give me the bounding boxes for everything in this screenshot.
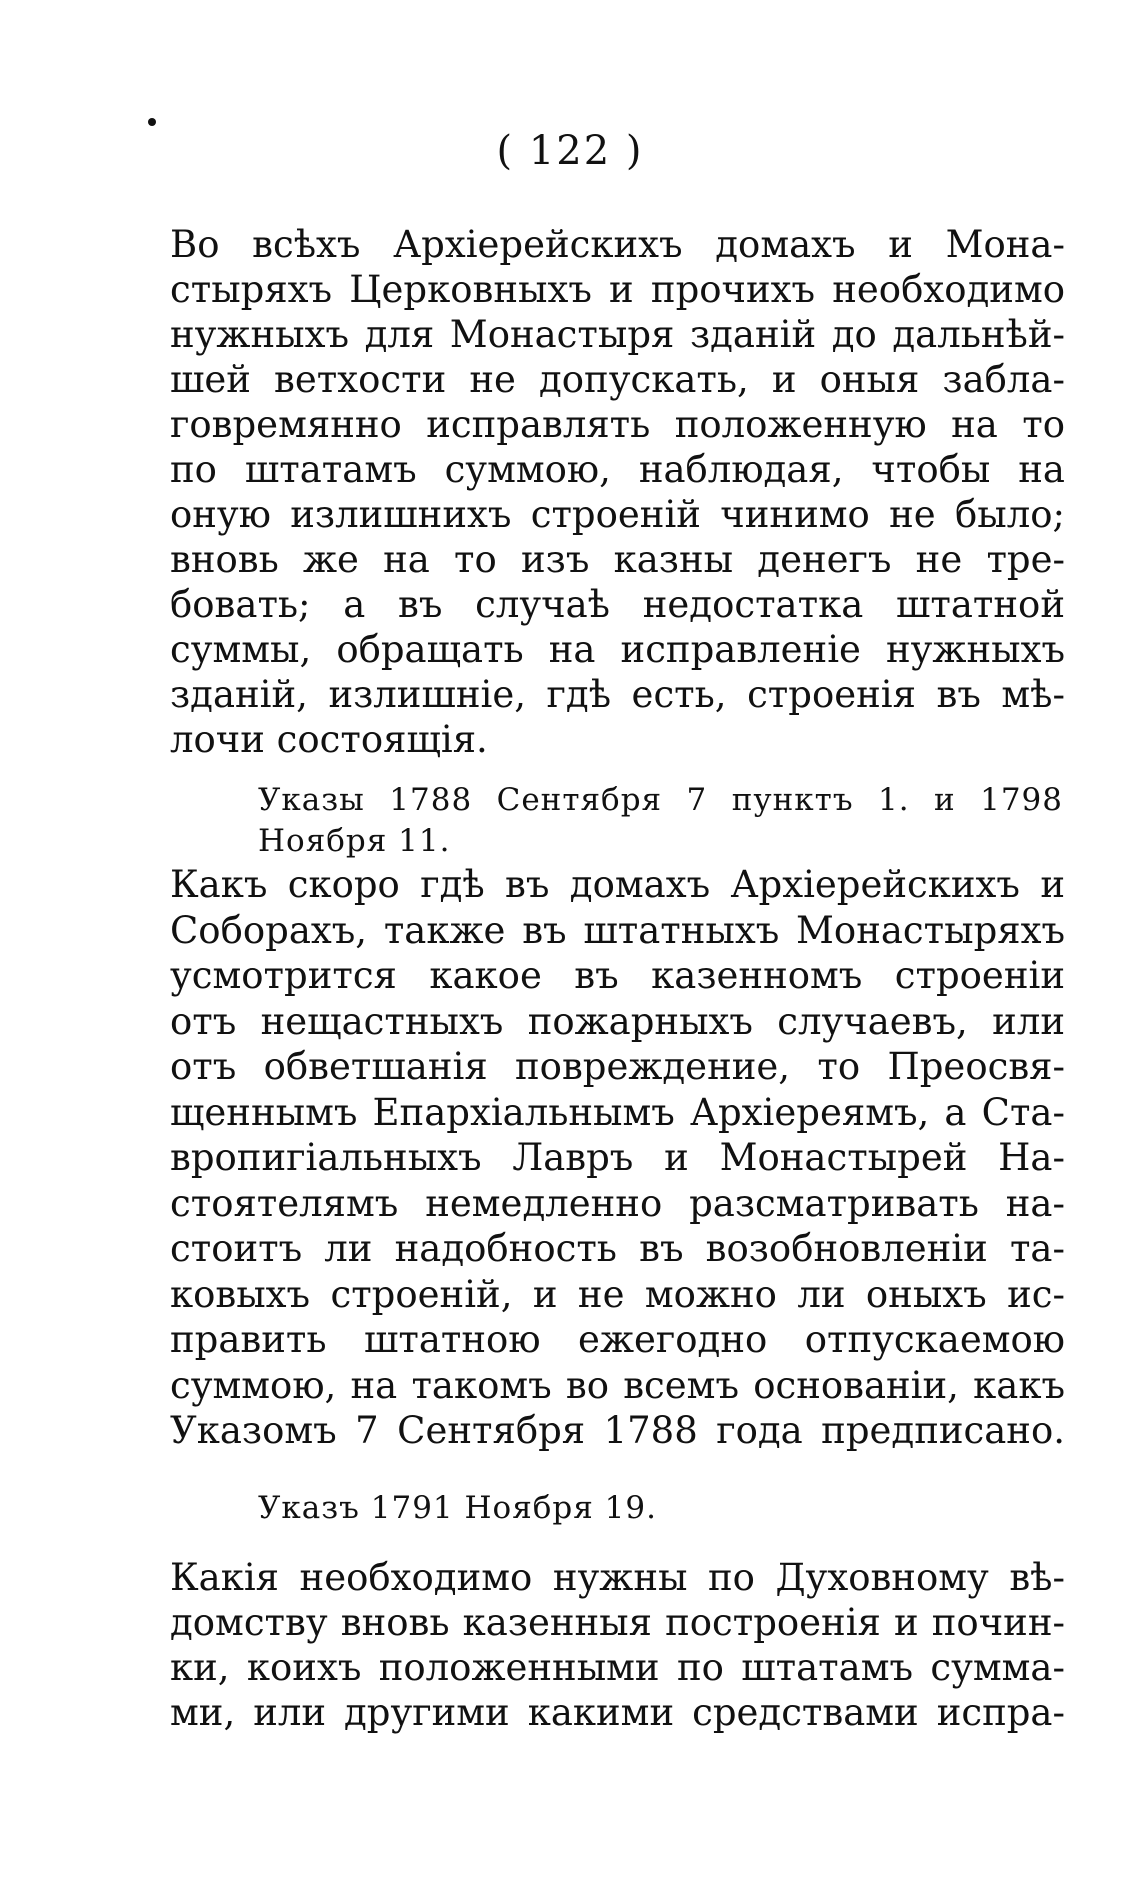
text-line: вропигіальныхъ Лавръ и Монастырей На-: [170, 1136, 1065, 1179]
text-line: Во всѣхъ Архіерейскихъ домахъ и Мона-: [170, 223, 1065, 266]
text-line: Какія необходимо нужны по Духовному вѣ-: [170, 1556, 1065, 1599]
text-line: ми, или другими какими средствами испра-: [170, 1691, 1065, 1734]
text-line: шей ветхости не допускать, и оныя забла-: [170, 358, 1065, 401]
decree-line: Указъ 1791 Ноября 19.: [258, 1490, 657, 1526]
text-line: суммы, обращать на исправленіе нужныхъ: [170, 628, 1065, 671]
text-line: нужныхъ для Монастыря зданій до дальнѣй-: [170, 313, 1065, 356]
text-line: Указомъ 7 Сентября 1788 года предписано.: [170, 1409, 1065, 1452]
text-line: отъ нещастныхъ пожарныхъ случаевъ, или: [170, 999, 1065, 1043]
text-line: щеннымъ Епархіальнымъ Архіереямъ, а Ста-: [170, 1090, 1065, 1134]
text-line: говремянно исправлять положенную на то: [170, 403, 1065, 446]
page-number: ( 122 ): [496, 128, 644, 174]
text-line: стоитъ ли надобность въ возобновленіи та-: [170, 1227, 1065, 1270]
decree-reference-2: [258, 1488, 1063, 1529]
text-line: бовать; а въ случаѣ недостатка штатной: [170, 583, 1065, 626]
text-line: вновь же на то изъ казны денегъ не тре-: [170, 538, 1065, 581]
text-line: лочи состоящія.: [170, 718, 488, 761]
ink-speck: [148, 118, 156, 126]
text-line: по штатамъ суммою, наблюдая, чтобы на: [170, 448, 1065, 491]
text-line: Соборахъ, также въ штатныхъ Монастыряхъ: [170, 908, 1065, 952]
text-line: усмотрится какое въ казенномъ строеніи: [170, 954, 1065, 997]
decree-line: Ноября 11.: [258, 823, 451, 859]
text-line: суммою, на такомъ во всемъ основаніи, какъ: [170, 1363, 1065, 1407]
text-line: ковыхъ строеній, и не можно ли оныхъ ис-: [170, 1272, 1065, 1316]
paragraph-2: [170, 862, 1065, 1457]
paragraph-1: [170, 222, 1065, 762]
text-line: стоятелямъ немедленно разсматривать на-: [170, 1181, 1065, 1225]
text-line: Какъ скоро гдѣ въ домахъ Архіерейскихъ и: [170, 863, 1065, 906]
text-line: ки, коихъ положенными по штатамъ сумма-: [170, 1646, 1065, 1689]
text-line: править штатною ежегодно отпускаемою: [170, 1318, 1065, 1361]
text-line: оную излишнихъ строеній чинимо не было;: [170, 493, 1065, 536]
decree-line: Указы 1788 Сентября 7 пунктъ 1. и 1798: [258, 782, 1063, 818]
text-line: стыряхъ Церковныхъ и прочихъ необходимо: [170, 268, 1065, 311]
paragraph-3: [170, 1555, 1065, 1735]
text-line: отъ обветшанія повреждение, то Преосвя-: [170, 1045, 1065, 1088]
text-line: зданій, излишніе, гдѣ есть, строенія въ мѣ-: [170, 673, 1065, 716]
decree-reference-1: [258, 780, 1063, 862]
text-line: домству вновь казенныя построенія и почин-: [170, 1601, 1065, 1644]
